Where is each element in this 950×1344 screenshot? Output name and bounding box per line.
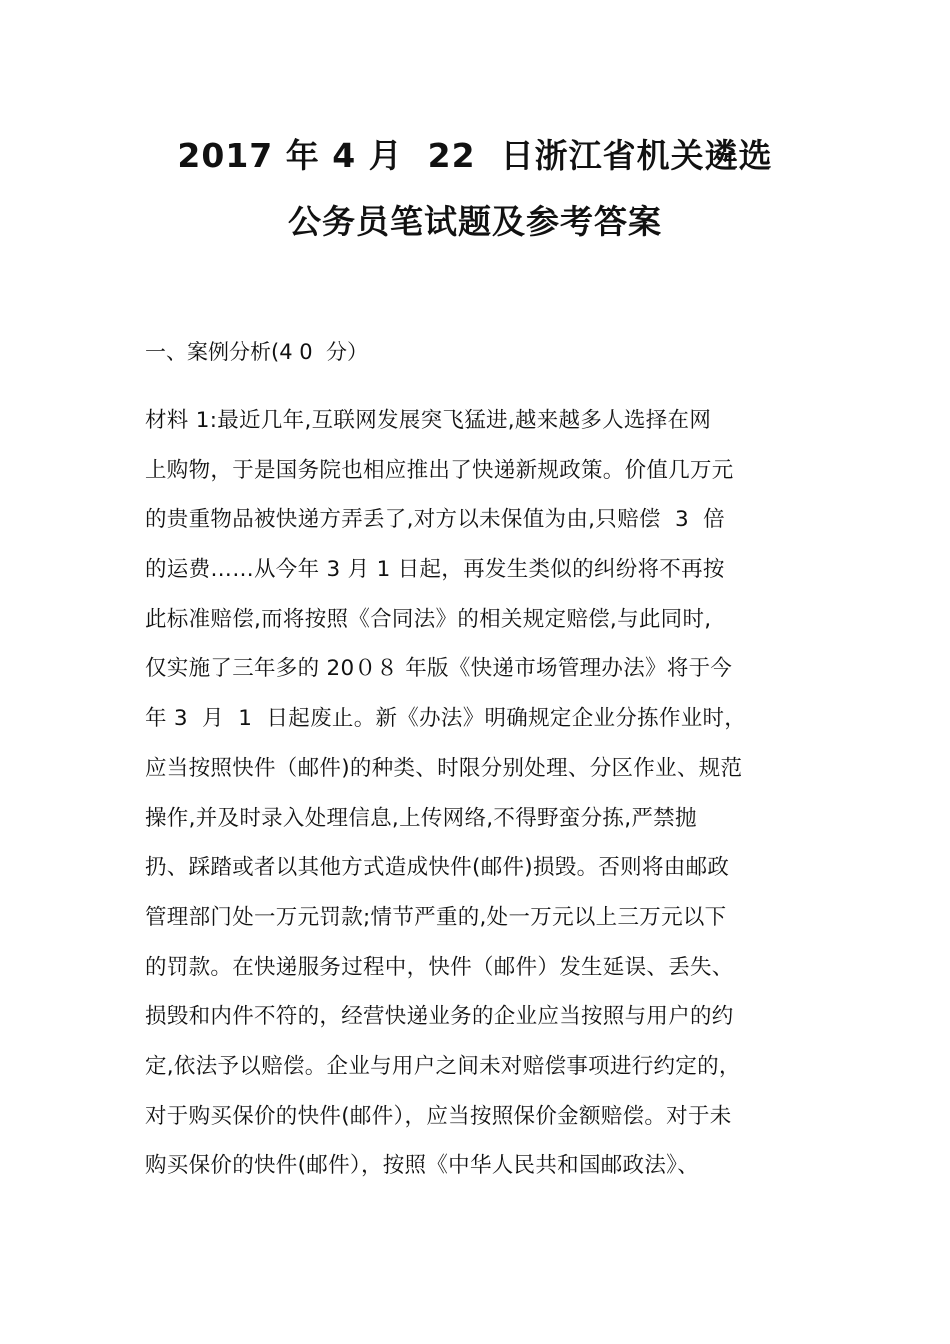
document-title-line-2: 公务员笔试题及参考答案 xyxy=(288,202,662,241)
material-paragraph xyxy=(145,396,807,1191)
paragraph-line: 购买保价的快件(邮件），按照《中华人民共和国邮政法》、 xyxy=(145,1153,699,1179)
paragraph-line: 的罚款。在快递服务过程中，快件（邮件）发生延误、丢失、 xyxy=(145,954,734,980)
paragraph-line: 的运费……从今年 3 月 1 日起，再发生类似的纠纷将不再按 xyxy=(145,557,725,583)
paragraph-line: 扔、踩踏或者以其他方式造成快件(邮件)损毁。否则将由邮政 xyxy=(145,855,730,881)
paragraph-line: 操作,并及时录入处理信息,上传网络,不得野蛮分拣,严禁抛 xyxy=(145,805,697,831)
paragraph-line: 损毁和内件不符的，经营快递业务的企业应当按照与用户的约 xyxy=(145,1004,734,1030)
paragraph-line: 应当按照快件（邮件)的种类、时限分别处理、分区作业、规范 xyxy=(145,755,743,781)
paragraph-line: 仅实施了三年多的 20０８ 年版《快递市场管理办法》将于今 xyxy=(145,656,733,682)
document-title-line-1: 2017 年 4 月 22 日浙江省机关遴选 xyxy=(177,136,773,175)
paragraph-line: 定,依法予以赔偿。企业与用户之间未对赔偿事项进行约定的， xyxy=(145,1053,741,1079)
paragraph-line: 材料 1:最近几年,互联网发展突飞猛进,越来越多人选择在网 xyxy=(145,408,712,433)
paragraph-line: 上购物，于是国务院也相应推出了快递新规政策。价值几万元 xyxy=(145,457,734,483)
section-heading: 一、案例分析(4 0 分） xyxy=(145,340,368,364)
paragraph-line: 的贵重物品被快递方弄丢了,对方以未保值为由,只赔偿 3 倍 xyxy=(145,507,725,533)
paragraph-line: 对于购买保价的快件(邮件），应当按照保价金额赔偿。对于未 xyxy=(145,1103,732,1129)
paragraph-line: 年 3 月 1 日起废止。新《办法》明确规定企业分拣作业时， xyxy=(145,706,747,732)
paragraph-line: 此标准赔偿,而将按照《合同法》的相关规定赔偿,与此同时, xyxy=(145,606,712,632)
paragraph-line: 管理部门处一万元罚款;情节严重的,处一万元以上三万元以下 xyxy=(145,904,727,930)
